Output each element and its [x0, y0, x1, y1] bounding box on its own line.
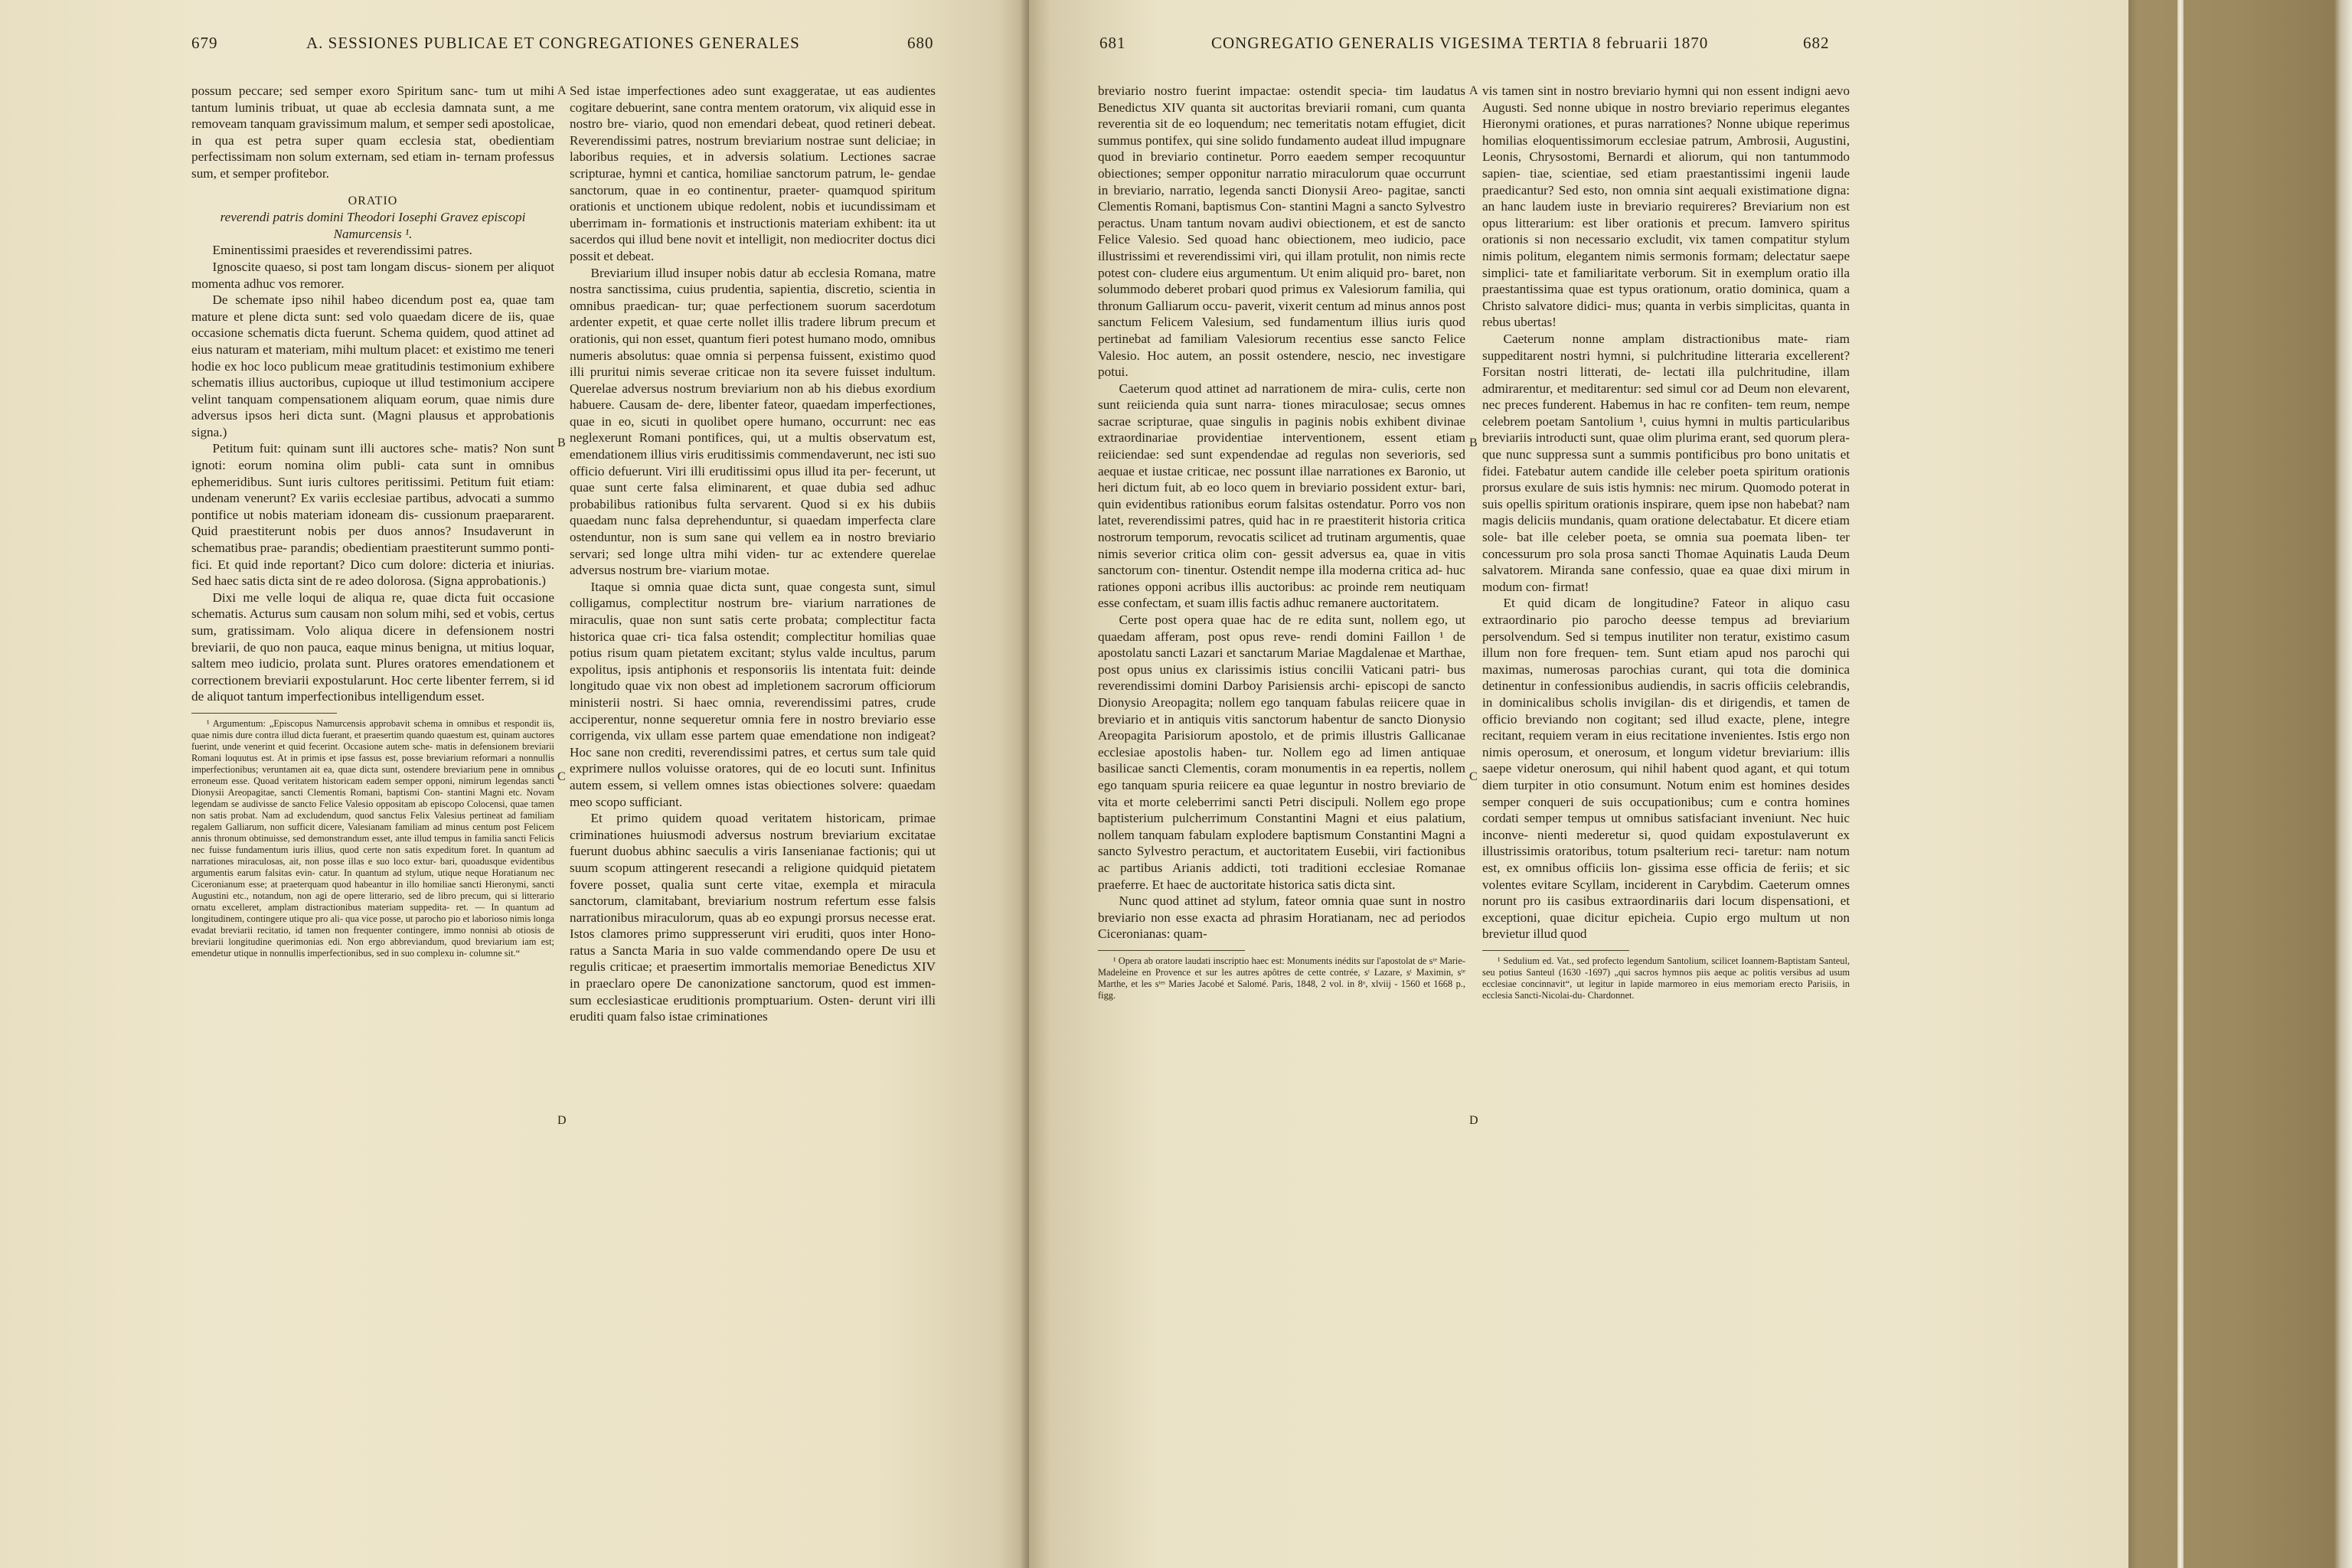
- paragraph: possum peccare; sed semper exoro Spiritum sanc- tum ut mihi tantum luminis tribuat, ut quae ab ecclesia damnata sunt, a me removeam tanquam gravissimum malum, et semper sedi apostolicae, in qua est petra super quam ecclesia stat, obedientiam perfectissimam non solum externam, sed etiam in- ternam professus sum, et semper profitebor.: [191, 83, 554, 181]
- paragraph: Et primo quidem quoad veritatem historicam, primae criminationes huiusmodi adversus nostrum breviarium excitatae fuerunt duobus abhinc saeculis a viris Iansenianae factionis; qui ut suum scopum attingerent resecandi a religione quidquid pietatem fovere posset, qualia sunt certe vitae, exempla et miracula sanctorum, clamitabant, breviarium nostrum refertum esse falsis narrationibus miraculorum, quas ab eo expungi prorsus necesse erat. Istos clamores primo suppresserunt viri eruditi, quos inter Hono- ratus a Sancta Maria in suo valde commendando opere De usu et regulis criticae; et praesertim immortalis memoriae Benedictus XIV in praeclaro opere De canonizatione sanctorum, quod est immen- sum ecclesiasticae eruditionis promptuarium. Osten- derunt viri illi eruditi quam falso istae criminationes: [570, 811, 936, 1024]
- margin-letter-a: A: [1469, 84, 1478, 97]
- page-block-edge: [2177, 0, 2184, 1568]
- paragraph: Et quid dicam de longitudine? Fateor in aliquo casu extraordinario pio parocho deesse tempus ad breviarium persolvendum. Sed si tempus inutiliter non teratur, existimo casum illum non fore frequen- tem. Sunt etiam apud nos parochi qui maximas, numerosas parochias curant, qui tota die dominica detinentur in confessionibus audiendis, in sacris officiis celebrandis, in dominicalibus scholis invigilan- dis et dirigendis, et tamen de officio breviando non cogitant; sed illud exacte, plene, integre recitant, requiem veram in eius recitatione invenientes. Istis ergo non nimis operosum, et onerosum, et longum videtur breviarium: illis saepe videtur onerosum, qui nihil habent quod agant, et qui totum diem turpiter in otio consumunt. Notum enim est homines desides semper conqueri de suis occupationibus; cum e contra homines cordati semper tempus ut omnibus satisfaciant inveniunt. Nec huic inconve- nienti mederetur si, quod quidam expostulaverunt ex illustrissimis oratoribus, totum psalterium reci- taretur: nam notum est, ex omnibus officiis lon- gissima esse officia de feriis; et sic volentes evitare Scyllam, inciderent in Carybdim. Caeterum omnes norunt pro iis casibus extraordinariis dari locum dispensationi, et exceptioni, quae dicitur epicheia. Cupio ergo multum ut non brevietur illud quod: [1482, 596, 1850, 942]
- right-column-2: [1482, 83, 1850, 1553]
- right-page-number-left: 681: [1099, 34, 1126, 52]
- margin-letter-d: D: [1469, 1114, 1478, 1127]
- footnote: ¹ Sedulium ed. Vat., sed profecto legendum Santolium, scilicet Ioannem-Baptistam Santeul, seu potius Santeul (1630 -1697) „qui sacros hymnos piis aeque ac politis versibus ad usum ecclesiae concinnavit“, ut legitur in lapide marmoreo in eius memoriam erecto Parisiis, in ecclesia Sancti-Nicolai-du- Chardonnet.: [1482, 955, 1850, 1001]
- paragraph: Sed istae imperfectiones adeo sunt exaggeratae, ut eas audientes cogitare debuerint, sane contra mentem oratorum, vix aliquid esse in nostro bre- viario, quod non emendari debeat, quod retineri debeat. Reverendissimi patres, nostrum breviarium nostrae sunt deliciae; in laboribus requies, et in adversis solatium. Lectiones sacrae scripturae, hymni et cantica, homiliae sanctorum patrum, le- gendae sanctorum, quae in eo continentur, praeter- quamquod spiritum orationis et unctionem ubique redolent, nobis et iucundissimam et uberrimam in- formationis et instructionis materiam exhibent: ita ut sacerdos qui illud bene novit et intelligit, non mediocriter doctus dici possit et debeat.: [570, 83, 936, 263]
- paragraph: Eminentissimi praesides et reverendissimi patres.: [212, 243, 472, 258]
- paragraph: Certe post opera quae hac de re edita sunt, nollem ego, ut quaedam afferam, post opus reve- rendi domini Faillon ¹ de apostolatu sancti Lazari et sanctarum Mariae Magdalenae et Marthae, post opus unius ex clarissimis istius concilii Vaticani patri- bus reverendissimi domini Darboy Parisiensis archi- episcopi de sancto Dionysio Areopagita; nollem ego tanquam fabulas reiicere quae in breviario et in antiquis vitis sanctorum habentur de sancto Dionysio Areopagita Parisiorum apostolo, et de primis illustris Gallicanae ecclesiae apostolis haben- tur. Nollem ego ad limen antiquae basilicae sancti Clementis, coram monumentis in ea repertis, nollem ego tanquam spuria reiicere ea quae leguntur in nostro breviario de vita et morte celeberrimi sancti Petri discipuli. Nollem ego prope baptisterium pulcherrimum Constantini Magni et eius palatium, nollem tanquam fabulam explodere baptismum Constantini Magni a sancto Sylvestro peractum, et auctoritatem Eusebii, viri factionibus ac partibus Arianis addicti, toti traditioni ecclesiae Romanae praeferre. Et haec de auctoritate historica satis dicta sint.: [1098, 612, 1465, 892]
- left-running-head: [0, 34, 1029, 64]
- paragraph: breviario nostro fuerint impactae: ostendit specia- tim laudatus Benedictus XIV quanta sit auctoritas breviarii romani, cum quanta reverentia sit de eo loquendum; nec temeritatis notam effugiet, dicit summus pontifex, qui sine solido fundamento audeat illud impugnare quod in breviario continetur. Porro eaedem semper recoquuntur obiectiones; semper opponitur narratio miraculorum quae occurrunt in breviario, narratio, legenda sancti Dionysii Areo- pagitae, sancti Clementis Romani, baptismus Con- stantini Magni a sancto Sylvestro peractus. Unam tantum novam audivi obiectionem, et est de sancto Felice Valesio. Sed quoad hanc obiectionem, meo iudicio, pace illustrissimi et reverendissimi viri, qui illam protulit, non nimis recte potest con- cludere eius argumentum. Ut enim aliquid pro- baret, non solummodo deberet probari quod primus ex Valesiorum familia, qui thronum Galliarum occu- paverit, vixerit centum ad minus annos post sanctum Felicem Valesium, sed fundamentum illius iuris quod pertinebat ad familiam Valesiorum recentius esse sancto Felice Valesio. Hoc autem, an possit ostendere, nescio, nec investigare potui.: [1098, 83, 1465, 380]
- margin-letter-c: C: [1469, 770, 1478, 783]
- right-page: [1029, 0, 2128, 1568]
- margin-letter-d: D: [557, 1114, 567, 1127]
- paragraph: Ignoscite quaeso, si post tam longam discus- sionem per aliquot momenta adhuc vos remorer.: [191, 259, 554, 291]
- footnote-rule: [1482, 950, 1629, 951]
- book-cover-edge: [2128, 0, 2352, 1568]
- left-running-title: A. SESSIONES PUBLICAE ET CONGREGATIONES GENERALES: [306, 34, 800, 52]
- left-page: [0, 0, 1029, 1568]
- paragraph: Caeterum quod attinet ad narrationem de mira- culis, certe non sunt reiicienda quia sunt narra- tiones miraculosae; secus omnes sacrae scripturae, quae singulis in paginis nobis exhibent divinae extraordinariae providentiae interventionem, essent etiam reiiciendae: sed sunt expendendae ad regulas non severioris, sed aequae et iustae criticae, nec possunt illae narrationes ex Baronio, ut heri dictum fuit, ab eo loco quem in breviario possident extur- bari, quin evidentibus rationibus eorum falsitas ostendatur. Porro vos non latet, reverendissimi patres, quid hac in re praestiterit historia critica nostrorum temporum, revocatis scilicet ad trutinam argumentis, quae nimis severior critica olim con- gessit adversus ea, quae in vitis sanctorum con- tinentur. Ostendit nempe illa moderna critica ad- huc rationes opponi acribus illis auctoribus: ac proinde rem neutiquam esse confectam, et suam illis factis adhuc remanere auctoritatem.: [1098, 381, 1465, 611]
- paragraph: Petitum fuit: quinam sunt illi auctores sche- matis? Non sunt ignoti: eorum nomina olim publi- cata sunt in omnibus ephemeridibus. Sunt iuris cultores peritissimi. Petitum fuit etiam: undenam venerunt? Ex variis ecclesiae partibus, advocati a summo pontifice ut nobis materiam idoneam dis- cussionum praepararent. Quid praestiterunt nobis per duos annos? Insudaverunt in schematibus prae- parandis; obedientiam praestiterunt summo ponti- fici. Et quid inde reportant? Dico cum dolore: dicteria et iniurias. Sed haec satis dicta sint de re adeo dolorosa. (Signa approbationis.): [191, 441, 554, 589]
- margin-letter-b: B: [557, 436, 566, 449]
- paragraph: Itaque si omnia quae dicta sunt, quae congesta sunt, simul colligamus, complectitur nostrum bre- viarium narrationes de miraculis, quae non sunt satis certe probata; complectitur facta historica quae cri- tica falsa ostendit; complectitur homilias quae potius risum quam pietatem excitant; stylus valde incultus, parum expolitus, ipsis antiphonis et responsoriis lis intentata fuit: deinde longitudo quae vix non obest ad impletionem sacrorum officiorum ministerii nostri. Si haec omnia, reverendissimi patres, crude acciperentur, nonne sequeretur omnia fere in nostro breviario esse corrigenda, vix ullam esse partem quae emendatione non indigeat? Hoc sane non crediti, reverendissimi patres, et certus sum tale quid exprimere nullos voluisse oratores, qui de eo locuti sunt. Infinitus autem essem, si vellem omnes istas obiectiones solvere: quaedam meo scopo sufficiant.: [570, 579, 936, 809]
- paragraph: De schemate ipso nihil habeo dicendum post ea, quae tam mature et plene dicta sunt: sed volo quaedam dicere de iis, quae occasione schematis dicta fuerunt. Schema quidem, quod attinet ad eius naturam et materiam, mihi multum placet: et existimo me teneri hodie ex hoc loco publicum meae gratitudinis testimonium exhibere schematis illius auctoribus, cupioque ut illud testimonium accipere velint tanquam compensationem aliquam eorum, quae nimis dure adversus ipsos heri dicta sunt. (Magni plausus et approbationis signa.): [191, 292, 554, 439]
- right-running-head: [1029, 34, 2128, 64]
- margin-letter-b: B: [1469, 436, 1478, 449]
- left-column-2: [570, 83, 936, 1553]
- left-column-1: [191, 83, 554, 1553]
- left-page-number-left: 679: [191, 34, 218, 52]
- footnote-rule: [1098, 950, 1245, 951]
- oration-subheading: reverendi patris domini Theodori Iosephi Gravez episcopi Namurcensis ¹.: [220, 210, 526, 241]
- margin-letter-c: C: [557, 770, 566, 783]
- footnote: ¹ Argumentum: „Episcopus Namurcensis approbavit schema in omnibus et respondit iis, quae nimis dure contra illud dicta fuerant, et praesertim quando quaestum est, quinam auctores fuerint, unde venerint et quid fecerint. Occasione autem sche- matis in defensionem breviarii Romani loquutus est. At in primis et ipse fassus est, posse breviarium reformari a nonnullis imperfectionibus; veruntamen ait ea, quae dicta sunt, ostendere breviarium pene in omnibus erroneum esse. Quoad veritatem historicam eadem semper opponi, nimirum legendas sancti Dionysii Areopagitae, sancti Clementis Romani, baptismi Con- stantini Magni etc. Novam legendam se audivisse de sancto Felice Valesio oppositam ab episcopo Colocensi, quae tamen non satis probat. Nam ad excludendum, quod sanctus Felix Valesius pertineat ad familiam regalem Galliarum, non sufficit dicere, Valesianam familiam ad minus centum post Felicem annis thronum obtinuisse, sed demonstrandum esset, ante illud tempus in familia sancti Felicis nec fuisse fundamentum iuris illius, quod certe non satis expeditum foret. In quantum ad narrationes miraculosas, ait, non posse illas e suo loco extur- bari, quoadusque evidentibus argumentis earum falsitas evin- catur. In quantum ad stylum, utique neque Horatianum nec Ciceronianum esse; at praeterquam quod habeantur in illo homiliae sancti Hieronymi, sancti Augustini etc., notandum, non agi de opere litterario, sed de libro precum, qui si litterario ornatu excelleret, amplam distractionibus materiam suppedita- ret. — In quantum ad longitudinem, contingere utique pro ali- qua vice posse, ut parocho pio et laborioso nimis longa evadat breviarii recitatio, id tamen non frequenter contingere, immo nonnisi ab otiosis de breviarii longitudine querimonias edi. Non ergo abbreviandum, quod breviarium iam est; emendetur utique in nonnullis imperfectionibus, sed in suo complexu in- columne sit.“: [191, 717, 554, 959]
- footnote-rule: [191, 713, 337, 714]
- right-running-title: CONGREGATIO GENERALIS VIGESIMA TERTIA 8 februarii 1870: [1211, 34, 1709, 52]
- footnote: ¹ Opera ab oratore laudati inscriptio haec est: Monuments inédits sur l'apostolat de sᵗᵉ Marie-Madeleine en Provence et sur les autres apôtres de cette contrée, sᵗ Lazare, sᵗ Maximin, sᵗᵉ Marthe, et les sᵗᵉˢ Maries Jacobé et Salomé. Paris, 1848, 2 vol. in 8ᵒ, xlviij - 1560 et 1668 p., figg.: [1098, 955, 1465, 1001]
- left-page-number-right: 680: [907, 34, 934, 52]
- paragraph: Nunc quod attinet ad stylum, fateor omnia quae sunt in nostro breviario non esse exacta ad phrasim Horatianam, nec ad periodos Ciceronianas: quam-: [1098, 893, 1465, 942]
- oration-heading: ORATIO: [348, 194, 398, 207]
- paragraph: Caeterum nonne amplam distractionibus mate- riam suppeditarent nostri hymni, si pulchritudine litteraria excellerent? Forsitan nostri litterati, de- lectati illa pulchritudine, illam admirarentur, et meditarentur: sed simul cor ad Deum non elevarent, nec preces funderent. Habemus in hac re confiten- tem reum, nempe celebrem poetam Santolium ¹, cuius hymni in multis particularibus breviariis introducti sunt, quae olim plurima erant, sed quorum plera- que nunc suppressa sunt a summis pontificibus pro bono unitatis et fidei. Fatebatur autem candide ille celeber poeta spiritum orationis prorsus exulare de suis istis hymnis: nec mirum. Quomodo poterat in suis opellis spiritum orationis inspirare, quem ipse non habebat? nam magis deliciis mundanis, quam oratione delectabatur. Et dicere etiam sole- bat ille celeber poeta, se omnia sua poemata liben- ter concessurum pro sola prosa sancti Thomae Aquinatis Lauda Deum salvatorem. Miranda sane confessio, quae ea quae dixi mirum in modum con- firmat!: [1482, 331, 1850, 594]
- right-column-1: [1098, 83, 1465, 1553]
- right-page-number-right: 682: [1803, 34, 1830, 52]
- margin-letter-a: A: [557, 84, 567, 97]
- paragraph: vis tamen sint in nostro breviario hymni qui non essent indigni aevo Augusti. Sed nonne ubique in nostro breviario reperimus elegantes Hieronymi orationes, et puras narrationes? Nonne ubique reperimus homilias eloquentissimorum ecclesiae patrum, Ambrosii, Augustini, Leonis, Chrysostomi, Bernardi et aliorum, qui non tantummodo sapien- tiae, scientiae, sed etiam praestantissimi ingenii laude praedicantur? Sed esto, non omnia sint aequali existimatione digna: an hanc laudem iuste in breviario requireres? Breviarium non est opus litterarium: est liber orationis et precum. Iamvero spiritus orationis si non necessario excludit, vix tamen compatitur stylum nimis politum, elegantem nimis sermonis formam; delectatur saepe simplici- tate et familiaritate verborum. Sit in exemplum oratio illa praestantissima quae est typus orationum, oratio dominica, quam a Christo salvatore didici- mus; quanta in verbis simplicitas, quanta in rebus ubertas!: [1482, 83, 1850, 330]
- paragraph: Dixi me velle loqui de aliqua re, quae dicta fuit occasione schematis. Acturus sum causam non solum mihi, sed et vobis, certus sum, gratissimam. Volo aliqua dicere in defensionem nostri breviarii, de quo non pauca, eaque minus benigna, ut mitius loquar, saltem meo iudicio, prolata sunt. Plures oratores emendationem et correctionem breviarii expostularunt. Hoc certe libenter ferrem, si id de aliquot tantum imperfectionibus intelligendum esset.: [191, 590, 554, 704]
- paragraph: Breviarium illud insuper nobis datur ab ecclesia Romana, matre nostra sanctissima, cuius prudentia, sapientia, discretio, scientia in omnibus praedican- tur; quae perfectionem suorum sacerdotum ardenter expetit, et quae certe nollet illis tradere librum precum et orationis, qui non esset, quantum fieri potest humano modo, omnibus numeris absolutus: quae omnia si perpensa fuissent, existimo quod illi pruritui nimis severae criticae non ita severe fuisset indultum. Querelae adversus nostrum breviarium non ab his diebus exordium habuere. Causam de- dere, libenter fateor, quaedam imperfectiones, quae in eo, sicuti in quolibet opere humano, occurrunt: nec eas neglexerunt Romani pontifices, qui, ut a multis observatum est, emendationem illius viris eruditissimis commendaverunt, nec isti suo officio defuerunt. Viri illi eruditissimi opus illud ita per- fecerunt, ut quae sunt certe falsa eliminarent, et quae dubia sed adhuc probabilibus rationibus fulta servarent. Quod si ex his dubiis quaedam nunc falsa deprehenduntur, si quaedam imperfecta clare ostenduntur, non is sum sane qui vellem ea in nostro breviario servari; sed longe ultra mihi viden- tur ac extendere querelae adversus nostrum bre- viarium motae.: [570, 265, 936, 578]
